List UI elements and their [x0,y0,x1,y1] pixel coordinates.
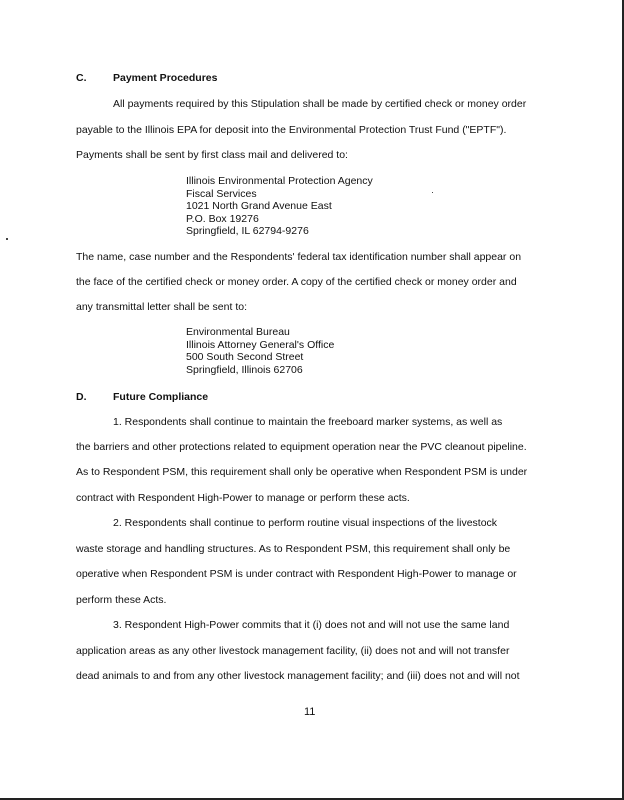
epa-address-block [186,175,373,238]
paragraph-line: Payments shall be sent by first class mail and delivered to: [76,149,348,161]
address-line: Fiscal Services [186,187,257,200]
paragraph-line: 1. Respondents shall continue to maintain the freeboard marker systems, as well as [113,416,503,428]
section-c-heading: Payment Procedures [113,72,218,84]
paragraph-line: 3. Respondent High-Power commits that it (i) does not and will not use the same land [113,619,510,631]
section-d-letter: D. [76,391,87,403]
paragraph-line: As to Respondent PSM, this requirement shall only be operative when Respondent PSM is under [76,466,528,478]
address-line: 1021 North Grand Avenue East [186,200,332,213]
address-line: Illinois Attorney General's Office [186,338,335,351]
address-line: Illinois Environmental Protection Agency [186,175,373,187]
section-d-heading: Future Compliance [113,391,209,403]
scan-speck [432,192,433,193]
paragraph-line: dead animals to and from any other livestock management facility; and (iii) does not and will not [76,670,520,682]
paragraph-line: 2. Respondents shall continue to perform routine visual inspections of the livestock [113,517,498,529]
address-line: 500 South Second Street [186,351,304,364]
paragraph-line: waste storage and handling structures. As to Respondent PSM, this requirement shall only be [76,543,511,555]
paragraph-line: the barriers and other protections related to equipment operation near the PVC cleanout pipeline. [76,441,527,453]
address-line: P.O. Box 19276 [186,212,259,225]
ag-address-block [186,326,334,376]
scan-speck [6,238,8,240]
paragraph-line: perform these Acts. [76,594,167,606]
address-line: Springfield, IL 62794-9276 [186,225,309,238]
paragraph-line: contract with Respondent High-Power to manage or perform these acts. [76,492,410,504]
paragraph-line: application areas as any other livestock management facility, (ii) does not and will not transfer [76,645,510,657]
paragraph-line: any transmittal letter shall be sent to: [76,301,247,313]
paragraph-line: All payments required by this Stipulation shall be made by certified check or money order [113,98,527,110]
page-number: 11 [304,706,316,718]
section-c-letter: C. [76,72,87,84]
paragraph-line: operative when Respondent PSM is under contract with Respondent High-Power to manage or [76,568,517,580]
paragraph-line: The name, case number and the Respondents' federal tax identification number shall appear on [76,251,522,263]
paragraph-line: the face of the certified check or money order. A copy of the certified check or money order and [76,276,517,288]
address-line: Springfield, Illinois 62706 [186,363,303,376]
paragraph-line: payable to the Illinois EPA for deposit into the Environmental Protection Trust Fund ("EPTF"). [76,124,507,136]
address-line: Environmental Bureau [186,326,290,338]
